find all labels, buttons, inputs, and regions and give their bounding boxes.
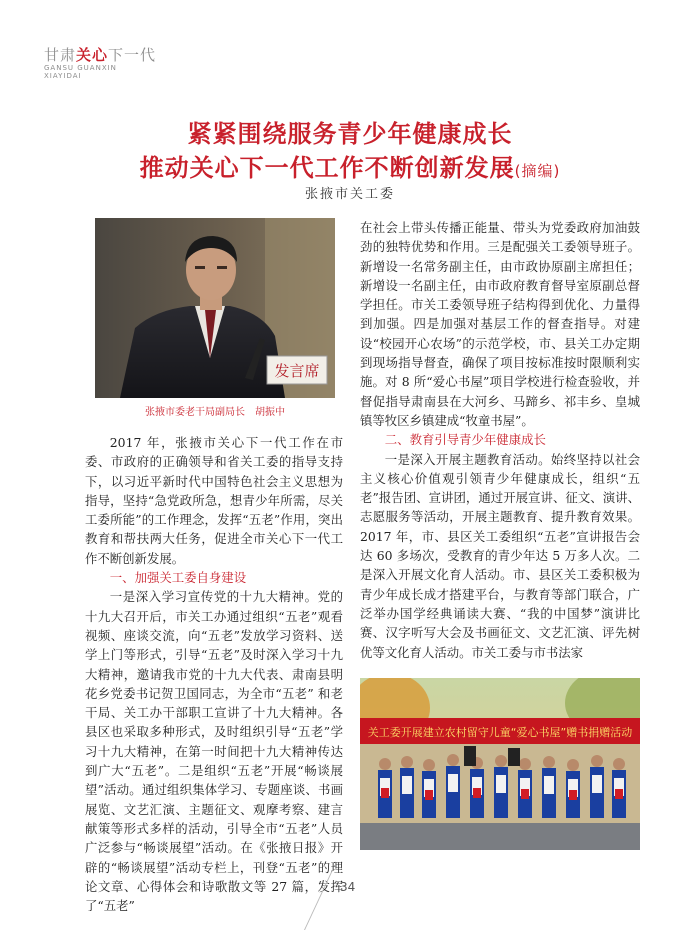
section2-paragraph: 一是深入开展主题教育活动。始终坚持以社会主义核心价值观引领青少年健康成长，组织“五老”报告团、宣讲团，通过开展宣讲、征文、演讲、志愿服务等活动，开展主题教育、提升教育效果。2017 年，市、县区关工委组织“五老”宣讲报告会达 60 多场次，受教育的青少年达 5 万多人次。二是深入开展文化育人活动。市、县区关工委积极为青少年成长成才搭建平台，与教育等部门联合，广泛举办国学经典诵读大赛、“我的中国梦”演讲比赛、汉字听写大会及书画征文、文艺汇演、评先树优等文化育人活动。市关工委与市书法家 — [360, 451, 640, 660]
article-title-line2 — [60, 148, 640, 183]
left-text-column — [85, 433, 343, 915]
section-heading-2: 二、教育引导青少年健康成长 — [384, 432, 546, 448]
speaker-photo — [95, 218, 335, 398]
continued-paragraph: 在社会上带头传播正能量、带头为党委政府加油鼓劲的独特优势和作用。三是配强关工委领导班子。新增设一名常务副主任，由市政协原副主席担任；新增设一名副主任，由市政府教育督导室原副总督学担任。市关工委领导班子结构得到优化、力量得到加强。四是加强对基层工作的督查指导。对建设“校园开心农场”的示范学校，市、县关工办定期到现场指导督查，确保了项目按标准按时限顺利实施。对 8 所“爱心书屋”项目学校进行检查验收，并督促指导肃南县在大河乡、马蹄乡、祁丰乡、皇城镇等牧区乡镇建成“牧童书屋”。 — [360, 220, 640, 428]
logo-brand: 关心 — [76, 46, 109, 64]
section1-paragraph: 一是深入学习宣传党的十九大精神。党的十九大召开后，市关工办通过组织“五老”观看视频、座谈交流，向“五老”发放学习资料、送学上门等形式，引导“五老”及时深入学习十九大精神，邀请我市党的十九大代表、肃南县明花乡党委书记贺卫国同志，为全市“五老” 和老干局、关工办干部职工宣讲了十九大精神。各县区也采取多种形式，及时组织引导“五老”学习十九大精神，在第一时间把十九大精神传达到广大“五老”。二是组织“五老”开展“畅谈展望”活动。通过组织集体学习、专题座谈、书画展览、文艺汇演、主题征文、观摩考察、建言献策等形式多样的活动，引导全市“五老”人员广泛参与“畅谈展望”活动。在《张掖日报》开辟的“畅谈展望”活动专栏上，刊登“五老”的理论文章、心得体会和诗歌散文等 27 篇，发挥了“五老” — [85, 589, 343, 914]
podium-sign-text: 发言席 — [274, 362, 320, 380]
right-text-column — [360, 218, 640, 662]
page-number: 34 — [340, 880, 356, 894]
photo-banner-text: 关工委开展建立农村留守儿童“爱心书屋”赠书捐赠活动 — [367, 726, 633, 739]
speaker-photo-caption: 张掖市委老干局副局长 胡振中 — [145, 407, 285, 418]
intro-paragraph: 2017 年，张掖市关心下一代工作在市委、市政府的正确领导和省关工委的指导支持下，以习近平新时代中国特色社会主义思想为指导，坚持“急党政所急，想青少年所需，尽关工委所能”的工作理念，发挥“五老”作用，突出教育和帮扶两大任务，促进全市关心下一代工作不断创新发展。 — [85, 435, 343, 566]
article-title-note: (摘编) — [514, 162, 561, 180]
logo-english-line1: GANSU GUANXIN — [44, 64, 117, 72]
article-title-line2-main: 推动关心下一代工作不断创新发展 — [139, 154, 515, 182]
article-title-line1: 紧紧围绕服务青少年健康成长 — [187, 120, 513, 148]
logo-prefix: 甘肃 — [44, 46, 77, 64]
masthead-logo — [44, 44, 184, 84]
speaker-photo-illustration — [95, 218, 335, 398]
children-group-photo — [360, 678, 640, 850]
logo-english-line2: XIAYIDAI — [44, 72, 82, 80]
logo-chinese — [44, 44, 156, 65]
section-heading-1: 一、加强关工委自身建设 — [109, 570, 247, 586]
article-author: 张掖市关工委 — [304, 187, 395, 202]
children-group-illustration — [360, 678, 640, 850]
logo-english — [44, 64, 117, 80]
logo-suffix: 下一代 — [108, 46, 157, 64]
